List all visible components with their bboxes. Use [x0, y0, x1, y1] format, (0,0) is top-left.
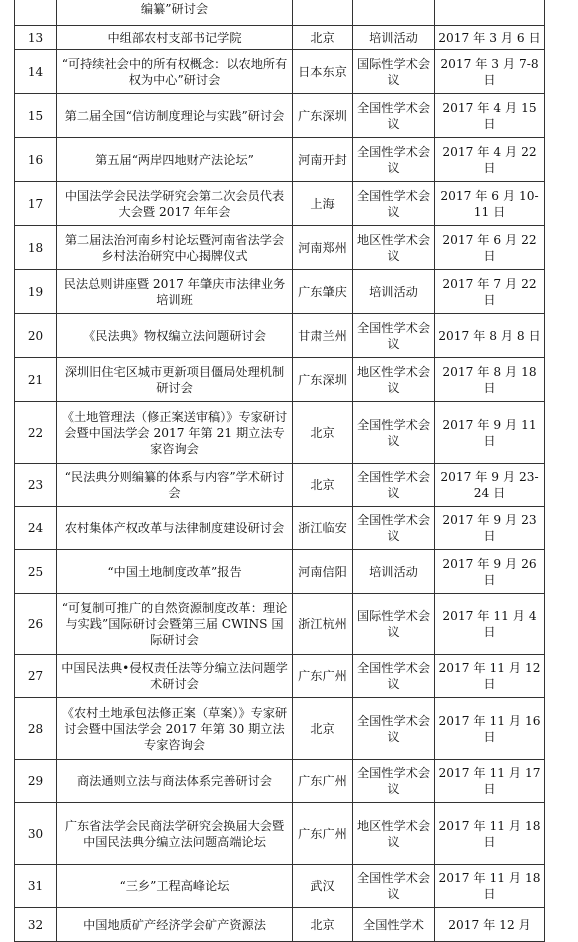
table-cell-type: 全国性学术会议: [353, 698, 435, 760]
table-row: [15, 594, 545, 655]
table-row: [15, 50, 545, 94]
table-cell-name: 商法通则立法与商法体系完善研讨会: [57, 760, 293, 803]
table-cell-date: 2017 年 11 月 16 日: [435, 698, 545, 760]
table-cell-location: 河南信阳: [293, 550, 353, 594]
table-cell-number: 18: [15, 226, 57, 270]
table-cell-type: 国际性学术会议: [353, 594, 435, 655]
table-cell-number: 21: [15, 358, 57, 402]
table-row: [15, 358, 545, 402]
table-cell-location: 河南开封: [293, 138, 353, 182]
table-cell-name: 广东省法学会民商法学研究会换届大会暨中国民法典分编立法问题高端论坛: [57, 803, 293, 865]
table-cell-number: 24: [15, 507, 57, 550]
table-cell-location: 广东广州: [293, 803, 353, 865]
table-cell-number: 19: [15, 270, 57, 314]
table-row: [15, 655, 545, 698]
table-cell-number: 20: [15, 314, 57, 358]
table-cell-type: 全国性学术会议: [353, 182, 435, 226]
table-row: [15, 314, 545, 358]
table-cell-date: 2017 年 11 月 17 日: [435, 760, 545, 803]
table-cell-location: 浙江临安: [293, 507, 353, 550]
table-cell-location: 浙江杭州: [293, 594, 353, 655]
table-row: [15, 26, 545, 50]
table-row: [15, 94, 545, 138]
table-cell-number: 28: [15, 698, 57, 760]
table-cell-type: 全国性学术会议: [353, 655, 435, 698]
table-cell-name: 《农村土地承包法修正案（草案）》专家研讨会暨中国法学会 2017 年第 30 期立法专家咨询会: [57, 698, 293, 760]
table-cell-date: 2017 年 9 月 23 日: [435, 507, 545, 550]
table-cell-name: 《民法典》物权编立法问题研讨会: [57, 314, 293, 358]
table-cell-location: 北京: [293, 464, 353, 507]
table-row: [15, 760, 545, 803]
table-cell-date: 2017 年 11 月 18 日: [435, 803, 545, 865]
table-cell-number: 25: [15, 550, 57, 594]
table-cell-number: 14: [15, 50, 57, 94]
table-cell-location: 广东广州: [293, 760, 353, 803]
table-cell-type: 国际性学术会议: [353, 50, 435, 94]
table-cell-location: 广东广州: [293, 655, 353, 698]
table-cell-name: “三乡”工程高峰论坛: [57, 865, 293, 908]
table-cell-date: 2017 年 3 月 6 日: [435, 26, 545, 50]
table-row: [15, 402, 545, 464]
table-row: [15, 698, 545, 760]
table-row: [15, 138, 545, 182]
table-cell-number: 29: [15, 760, 57, 803]
table-cell-date: 2017 年 8 月 18 日: [435, 358, 545, 402]
table-cell-name: 中国法学会民法学研究会第二次会员代表大会暨 2017 年年会: [57, 182, 293, 226]
table-cell-type: 培训活动: [353, 26, 435, 50]
table-cell-number: 27: [15, 655, 57, 698]
table-cell-type: 培训活动: [353, 550, 435, 594]
table-cell-name: “可持续社会中的所有权概念：以农地所有权为中心”研讨会: [57, 50, 293, 94]
table-cell-date: 2017 年 11 月 18 日: [435, 865, 545, 908]
table-cell-name: 《土地管理法（修正案送审稿）》专家研讨会暨中国法学会 2017 年第 21 期立法专家咨询会: [57, 402, 293, 464]
table-cell-date: 2017 年 4 月 15 日: [435, 94, 545, 138]
table-row: [15, 908, 545, 942]
table-cell-location: 河南郑州: [293, 226, 353, 270]
table-cell-date: 2017 年 11 月 4 日: [435, 594, 545, 655]
table-cell-location: 北京: [293, 26, 353, 50]
table-cell-type: 全国性学术会议: [353, 314, 435, 358]
table-cell-number: 15: [15, 94, 57, 138]
table-row: [15, 865, 545, 908]
conference-table: [14, 0, 545, 942]
table-cell-date: 2017 年 11 月 12 日: [435, 655, 545, 698]
table-cell-location: 武汉: [293, 865, 353, 908]
table-cell-number: 32: [15, 908, 57, 942]
table-cell-date: 2017 年 4 月 22 日: [435, 138, 545, 182]
table-cell-type: 全国性学术会议: [353, 138, 435, 182]
table-row: [15, 270, 545, 314]
table-row: [15, 182, 545, 226]
table-cell-type: 全国性学术会议: [353, 94, 435, 138]
table-cell-number: 23: [15, 464, 57, 507]
table-cell-date: 2017 年 12 月: [435, 908, 545, 942]
table-row: [15, 550, 545, 594]
table-cell-name: “民法典分则编纂的体系与内容”学术研讨会: [57, 464, 293, 507]
table-cell-type: [353, 0, 435, 26]
table-cell-type: 全国性学术会议: [353, 865, 435, 908]
table-cell-location: [293, 0, 353, 26]
table-row: [15, 507, 545, 550]
table-cell-date: 2017 年 8 月 8 日: [435, 314, 545, 358]
table-cell-number: 13: [15, 26, 57, 50]
table-cell-location: 日本东京: [293, 50, 353, 94]
table-cell-number: 17: [15, 182, 57, 226]
table-cell-type: 地区性学术会议: [353, 358, 435, 402]
table-cell-location: 广东深圳: [293, 358, 353, 402]
table-cell-location: 广东肇庆: [293, 270, 353, 314]
table-cell-number: 16: [15, 138, 57, 182]
table-cell-date: 2017 年 9 月 26 日: [435, 550, 545, 594]
table-row: [15, 226, 545, 270]
table-cell-location: 北京: [293, 908, 353, 942]
table-cell-date: [435, 0, 545, 26]
table-cell-type: 培训活动: [353, 270, 435, 314]
table-cell-name: 第二届法治河南乡村论坛暨河南省法学会乡村法治研究中心揭牌仪式: [57, 226, 293, 270]
table-cell-name: 农村集体产权改革与法律制度建设研讨会: [57, 507, 293, 550]
table-cell-date: 2017 年 3 月 7-8 日: [435, 50, 545, 94]
table-cell-location: 北京: [293, 402, 353, 464]
table-cell-type: 地区性学术会议: [353, 803, 435, 865]
table-cell-name: “中国土地制度改革”报告: [57, 550, 293, 594]
table-cell-name: 中组部农村支部书记学院: [57, 26, 293, 50]
table-cell-name: 中国地质矿产经济学会矿产资源法: [57, 908, 293, 942]
table-cell-name: 第二届全国“信访制度理论与实践”研讨会: [57, 94, 293, 138]
table-cell-date: 2017 年 7 月 22 日: [435, 270, 545, 314]
table-cell-location: 上海: [293, 182, 353, 226]
table-cell-number: 30: [15, 803, 57, 865]
table-cell-number: 31: [15, 865, 57, 908]
table-cell-location: 广东深圳: [293, 94, 353, 138]
table-cell-type: 地区性学术会议: [353, 226, 435, 270]
table-row: [15, 803, 545, 865]
table-cell-name: 编纂”研讨会: [57, 0, 293, 26]
table-cell-type: 全国性学术会议: [353, 464, 435, 507]
table-cell-number: 26: [15, 594, 57, 655]
table-cell-type: 全国性学术会议: [353, 507, 435, 550]
table-cell-type: 全国性学术会议: [353, 402, 435, 464]
table-cell-location: 北京: [293, 698, 353, 760]
table-cell-name: 第五届“两岸四地财产法论坛”: [57, 138, 293, 182]
table-row: [15, 464, 545, 507]
table-cell-date: 2017 年 9 月 23-24 日: [435, 464, 545, 507]
table-cell-location: 甘肃兰州: [293, 314, 353, 358]
table-cell-type: 全国性学术: [353, 908, 435, 942]
table-cell-name: 民法总则讲座暨 2017 年肇庆市法律业务培训班: [57, 270, 293, 314]
table-cell-name: 深圳旧住宅区城市更新项目僵局处理机制研讨会: [57, 358, 293, 402]
table-cell-date: 2017 年 9 月 11 日: [435, 402, 545, 464]
table-cell-name: “可复制可推广的自然资源制度改革：理论与实践”国际研讨会暨第三届 CWINS 国际研讨会: [57, 594, 293, 655]
table-cell-date: 2017 年 6 月 10-11 日: [435, 182, 545, 226]
table-cell-name: 中国民法典•侵权责任法等分编立法问题学术研讨会: [57, 655, 293, 698]
table-row: [15, 0, 545, 26]
table-cell-date: 2017 年 6 月 22 日: [435, 226, 545, 270]
table-cell-number: 22: [15, 402, 57, 464]
table-cell-type: 全国性学术会议: [353, 760, 435, 803]
table-cell-number: [15, 0, 57, 26]
